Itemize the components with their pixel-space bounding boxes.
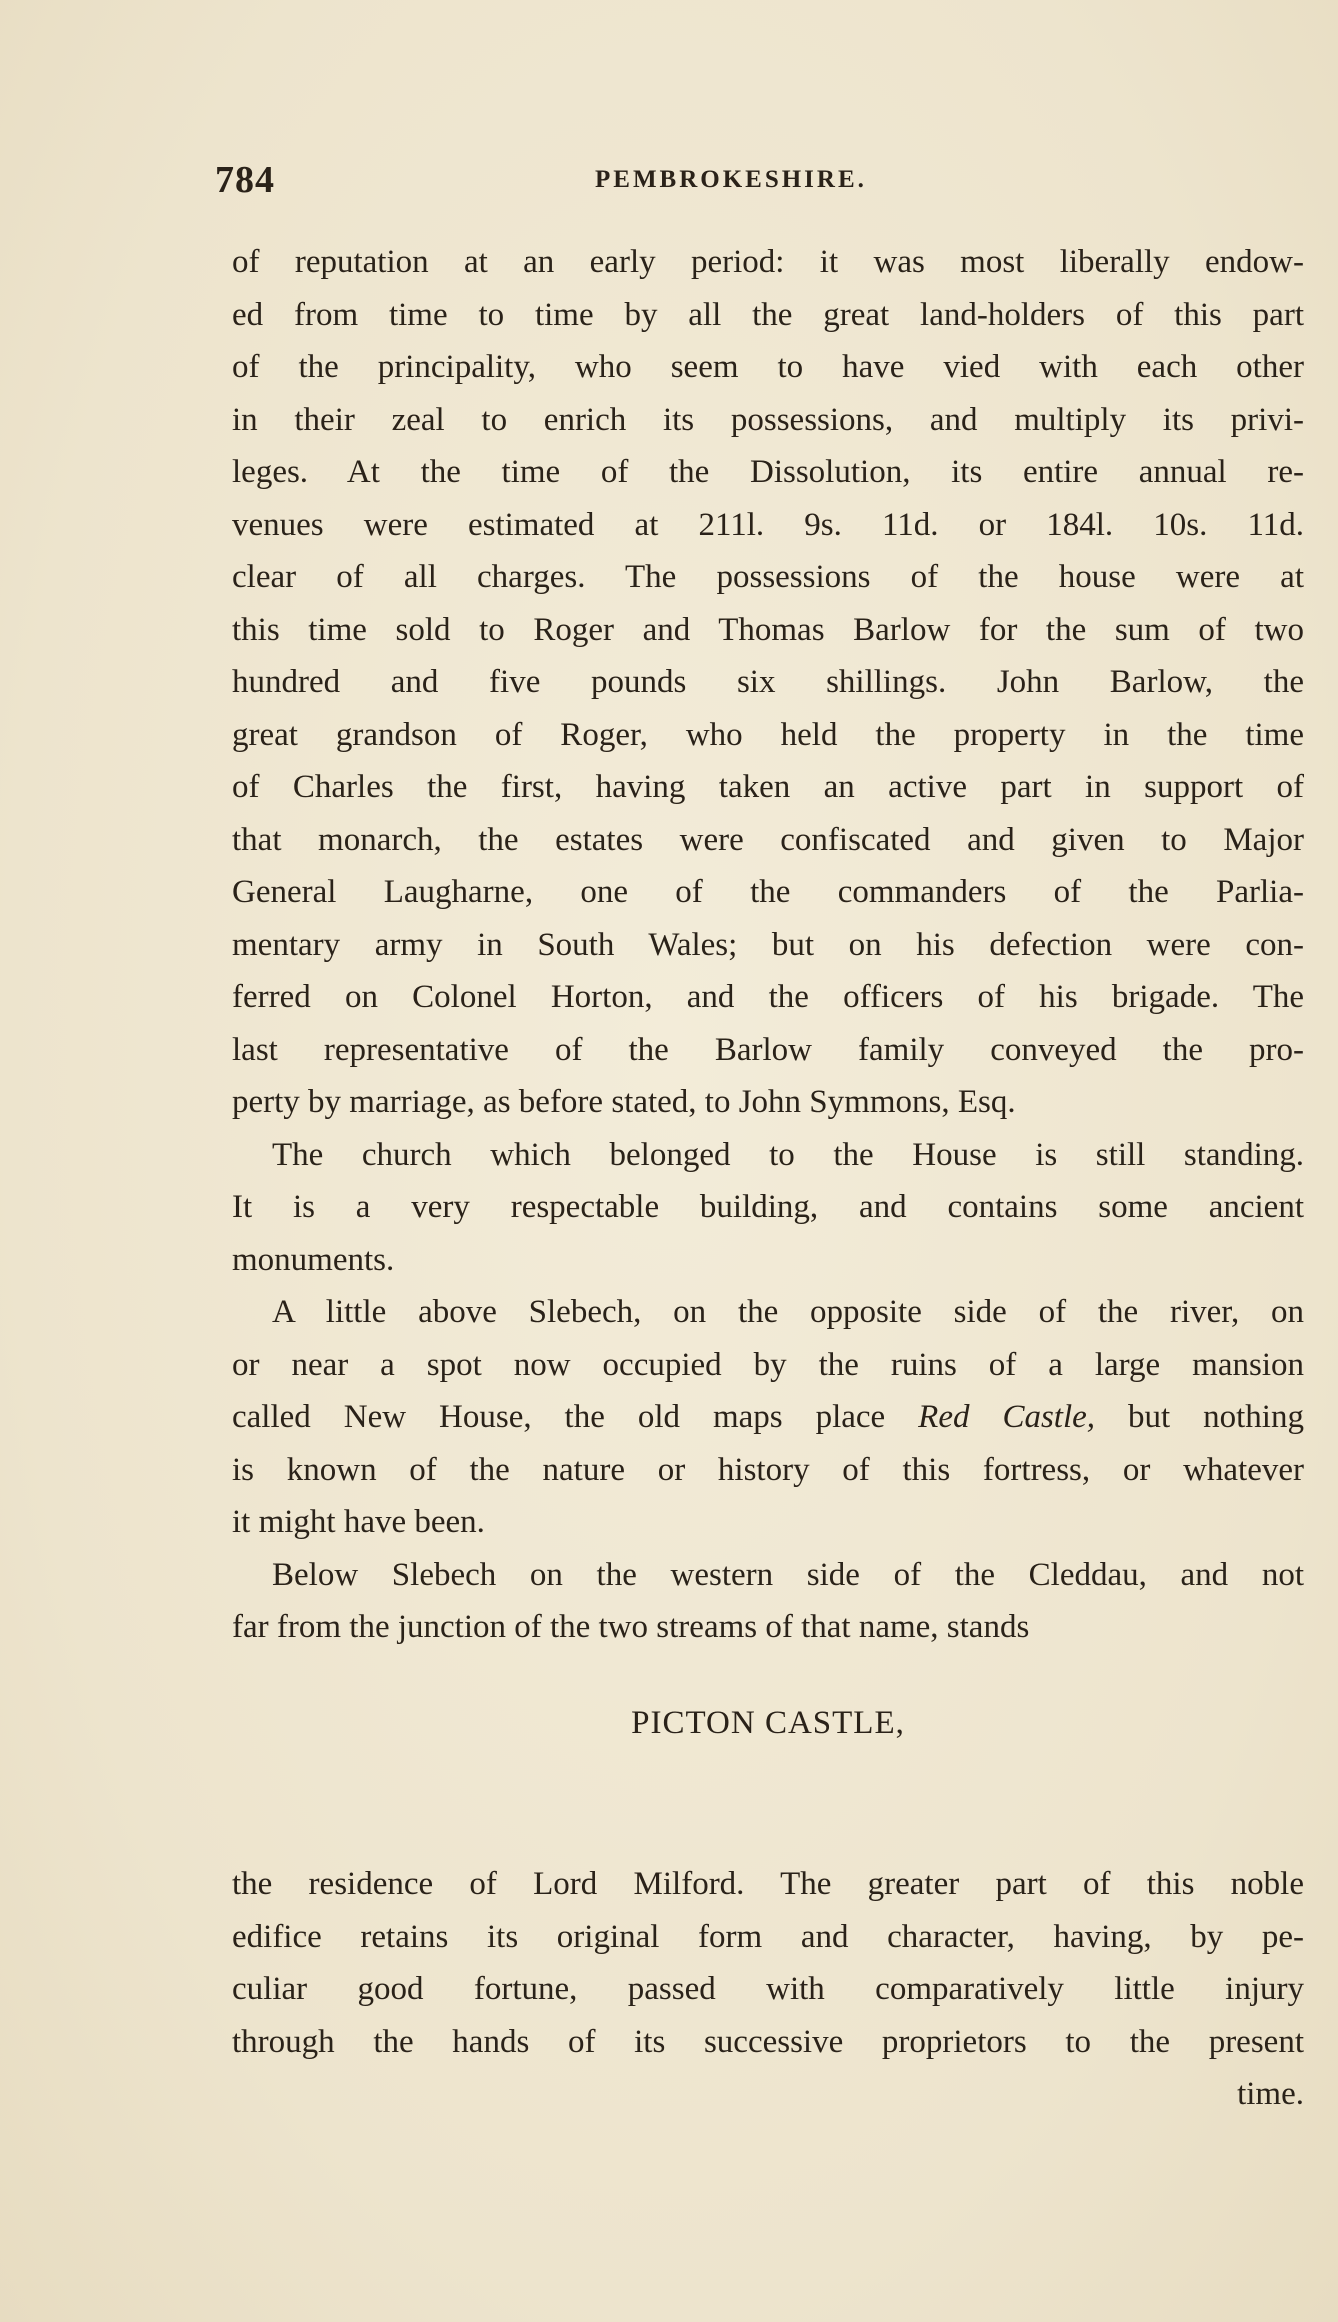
- section-heading: PICTON CASTLE,: [631, 1705, 905, 1741]
- text-line: or near a spot now occupied by the ruins of a large mansion: [232, 1346, 1304, 1383]
- text-line: leges. At the time of the Dissolution, its entire annual re-: [232, 454, 1304, 490]
- text-line: this time sold to Roger and Thomas Barlow for the sum of two: [232, 611, 1304, 648]
- running-title: PEMBROKESHIRE.: [595, 166, 867, 193]
- running-head: [215, 158, 1305, 201]
- text-line: ed from time to time by all the great land-holders of this part: [232, 296, 1304, 333]
- text-line: far from the junction of the two streams of that name, stands: [232, 1609, 1030, 1645]
- text-line: great grandson of Roger, who held the property in the time: [232, 716, 1304, 753]
- catchword: time.: [1237, 2076, 1304, 2112]
- italic-place-name: Red Castle,: [918, 1399, 1096, 1435]
- picton-castle-text-block: [232, 1858, 1304, 2121]
- text-line: is known of the nature or history of this fortress, or whatever: [232, 1451, 1304, 1488]
- text-line: culiar good fortune, passed with comparatively little injury: [232, 1971, 1304, 2007]
- text-line: mentary army in South Wales; but on his defection were con-: [232, 926, 1304, 963]
- text-line: of the principality, who seem to have vied with each other: [232, 349, 1304, 385]
- text-line: through the hands of its successive proprietors to the present: [232, 2023, 1304, 2060]
- text-line: of reputation at an early period: it was most liberally endow-: [232, 244, 1304, 280]
- text-line: of Charles the first, having taken an active part in support of: [232, 769, 1304, 805]
- text-line: in their zeal to enrich its possessions, and multiply its privi-: [232, 401, 1304, 438]
- text-fragment: called New House, the old maps place: [232, 1399, 919, 1435]
- paragraph-abbey-history: [232, 236, 1304, 1129]
- text-line: ferred on Colonel Horton, and the officers of his brigade. The: [232, 979, 1304, 1015]
- text-line: hundred and five pounds six shillings. John Barlow, the: [232, 664, 1304, 700]
- text-line: perty by marriage, as before stated, to John Symmons, Esq.: [232, 1084, 1016, 1120]
- text-line: venues were estimated at 211l. 9s. 11d. or 184l. 10s. 11d.: [232, 506, 1304, 543]
- text-line: A little above Slebech, on the opposite side of the river, on: [272, 1294, 1304, 1330]
- text-line: it might have been.: [232, 1504, 485, 1540]
- text-line: Below Slebech on the western side of the Cleddau, and not: [272, 1556, 1304, 1593]
- paragraph-below-slebech: [232, 1549, 1304, 1654]
- paragraph-red-castle: [232, 1286, 1304, 1549]
- text-line: clear of all charges. The possessions of the house were at: [232, 559, 1304, 595]
- page-number: 784: [215, 159, 275, 201]
- text-line: that monarch, the estates were confiscated and given to Major: [232, 821, 1304, 858]
- main-text-block: [232, 236, 1304, 1654]
- text-line: monuments.: [232, 1241, 395, 1278]
- text-line: edifice retains its original form and character, having, by pe-: [232, 1918, 1304, 1955]
- text-fragment: but nothing: [1095, 1399, 1304, 1435]
- text-line: The church which belonged to the House is still standing.: [272, 1136, 1304, 1173]
- text-line: last representative of the Barlow family conveyed the pro-: [232, 1031, 1304, 1068]
- text-line: It is a very respectable building, and contains some ancient: [232, 1189, 1304, 1225]
- text-line-with-italic: [232, 1391, 1304, 1444]
- text-line: General Laugharne, one of the commanders of the Parlia-: [232, 874, 1304, 910]
- text-line: the residence of Lord Milford. The greater part of this noble: [232, 1866, 1304, 1902]
- paragraph-church: [232, 1129, 1304, 1287]
